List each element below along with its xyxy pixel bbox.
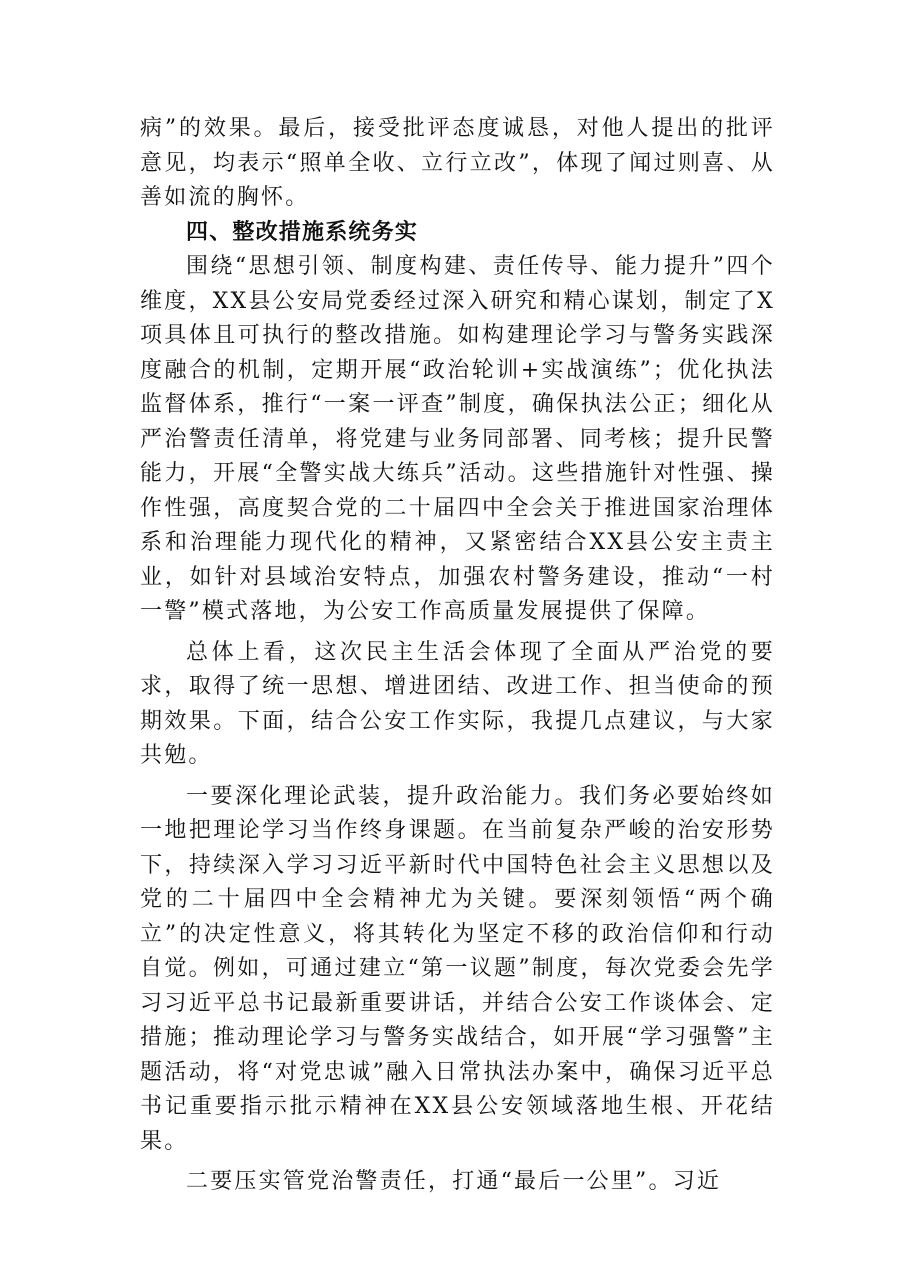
paragraph-continued: 病”的效果。最后，接受批评态度诚恳，对他人提出的批评意见，均表示“照单全收、立行立改”，体现了闻过则喜、从善如流的胸怀。	[140, 116, 775, 210]
paragraph-rectification-measures: 围绕“思想引领、制度构建、责任传导、能力提升”四个维度，XX县公安局党委经过深入研究和精心谋划，制定了X项具体且可执行的整改措施。如构建理论学习与警务实践深度融合的机制，定期开展“政治轮训+实战演练”；优化执法监督体系，推行“一案一评查”制度，确保执法公正；细化从严治警责任清单，将党建与业务同部署、同考核；提升民警能力，开展“全警实战大练兵”活动。这些措施针对性强、操作性强，高度契合党的二十届四中全会关于推进国家治理体系和治理能力现代化的精神，又紧密结合XX县公安主责主业，如针对县域治安特点，加强农村警务建设，推动“一村一警”模式落地，为公安工作高质量发展提供了保障。	[140, 254, 775, 624]
section-heading-4: 四、整改措施系统务实	[186, 219, 419, 245]
paragraph-suggestion-2: 二要压实管党治警责任，打通“最后一公里”。习近	[186, 1169, 722, 1194]
document-body	[140, 112, 775, 1200]
paragraph-suggestion-1: 一要深化理论武装，提升政治能力。我们务必要始终如一地把理论学习当作终身课题。在当前复杂严峻的治安形势下，持续深入学习习近平新时代中国特色社会主义思想以及党的二十届四中全会精神尤为关键。要深刻领悟“两个确立”的决定性意义，将其转化为坚定不移的政治信仰和行动自觉。例如，可通过建立“第一议题”制度，每次党委会先学习习近平总书记最新重要讲话，并结合公安工作谈体会、定措施；推动理论学习与警务实战结合，如开展“学习强警”主题活动，将“对党忠诚”融入日常执法办案中，确保习近平总书记重要指示批示精神在XX县公安领域落地生根、开花结果。	[140, 783, 775, 1154]
paragraph-overall-summary: 总体上看，这次民主生活会体现了全面从严治党的要求，取得了统一思想、增进团结、改进工作、担当使命的预期效果。下面，结合公安工作实际，我提几点建议，与大家共勉。	[140, 639, 775, 768]
